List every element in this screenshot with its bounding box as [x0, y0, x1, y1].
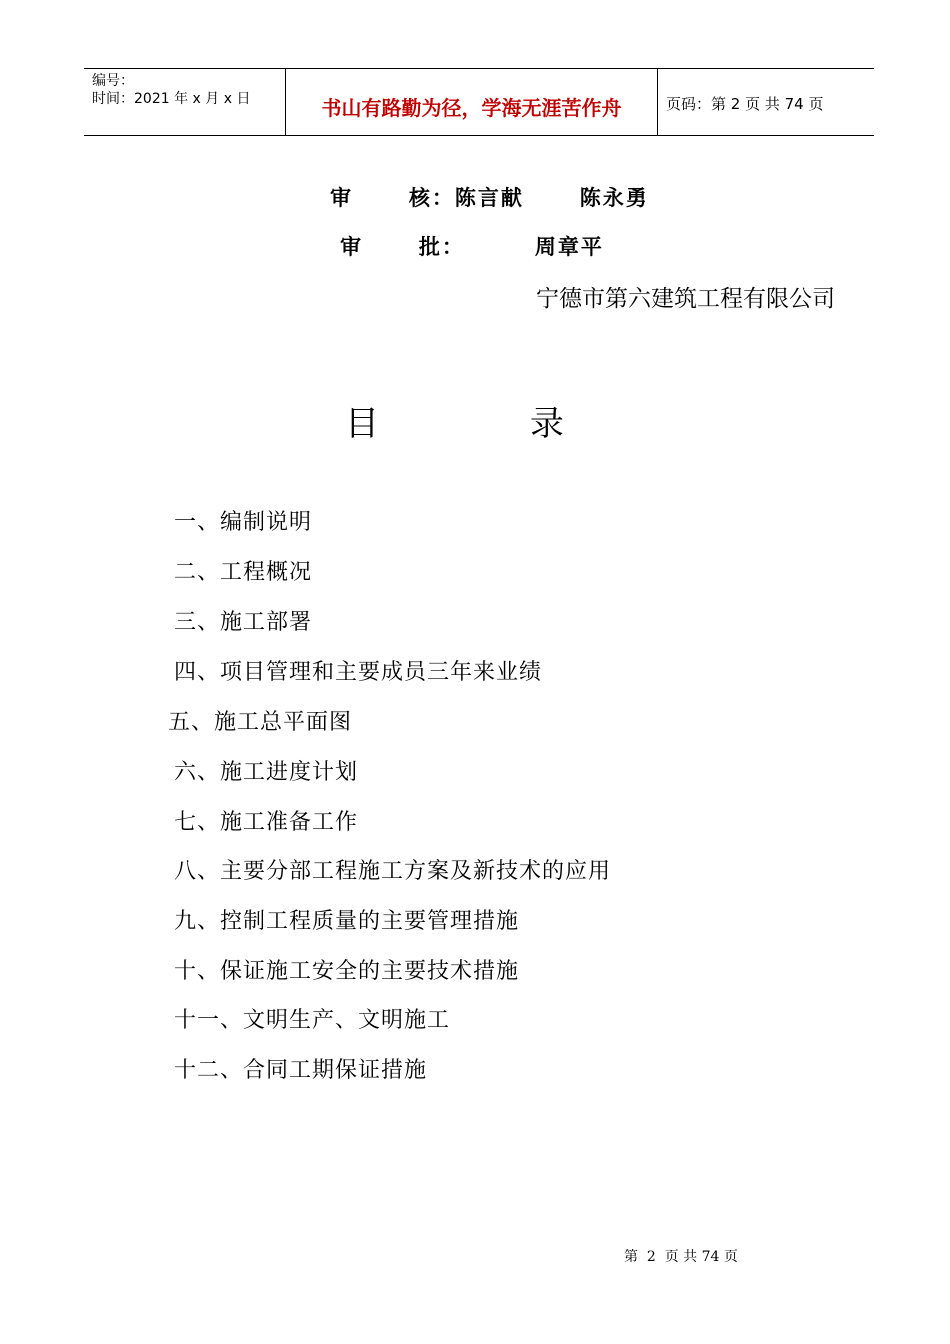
toc-item: 七、施工准备工作: [174, 810, 359, 835]
review-label: 审 核：: [330, 186, 455, 210]
footer-page-number: 第 2 页 共 74 页: [624, 1249, 738, 1265]
header-motto: 书山有路勤为径，学海无涯苦作舟: [321, 96, 622, 120]
toc-title-left: 目: [345, 404, 379, 444]
toc-item: 十一、文明生产、文明施工: [174, 1008, 451, 1033]
header-page-number: 页码：第 2 页 共 74 页: [666, 95, 824, 113]
toc-item: 二、工程概况: [174, 560, 313, 585]
document-time-label: 时间：2021 年 x 月 x 日: [92, 91, 251, 107]
page-header: [84, 68, 874, 136]
toc-item: 十二、合同工期保证措施: [174, 1058, 428, 1083]
toc-item: 三、施工部署: [174, 610, 313, 635]
document-code-label: 编号：: [92, 73, 134, 89]
toc-item: 十、保证施工安全的主要技术措施: [174, 959, 520, 984]
approve-label: 审 批：: [340, 235, 465, 259]
toc-title-right: 录: [529, 404, 564, 444]
approve-names: 周章平: [534, 235, 604, 259]
toc-item: 一、编制说明: [174, 510, 313, 535]
toc-item: 八、主要分部工程施工方案及新技术的应用: [174, 859, 612, 884]
toc-item: 五、施工总平面图: [168, 710, 353, 735]
review-row: [330, 182, 649, 212]
toc-title: [345, 396, 564, 445]
toc-item: 四、项目管理和主要成员三年来业绩: [174, 660, 543, 685]
header-meta-cell: [84, 69, 286, 135]
review-names: 陈言献 陈永勇: [454, 186, 649, 210]
toc-item: 九、控制工程质量的主要管理措施: [174, 909, 520, 934]
approve-row: [340, 231, 604, 261]
header-motto-cell: [286, 69, 658, 135]
header-page-cell: [658, 69, 874, 135]
toc-item: 六、施工进度计划: [174, 760, 359, 785]
company-name: 宁德市第六建筑工程有限公司: [536, 286, 835, 312]
